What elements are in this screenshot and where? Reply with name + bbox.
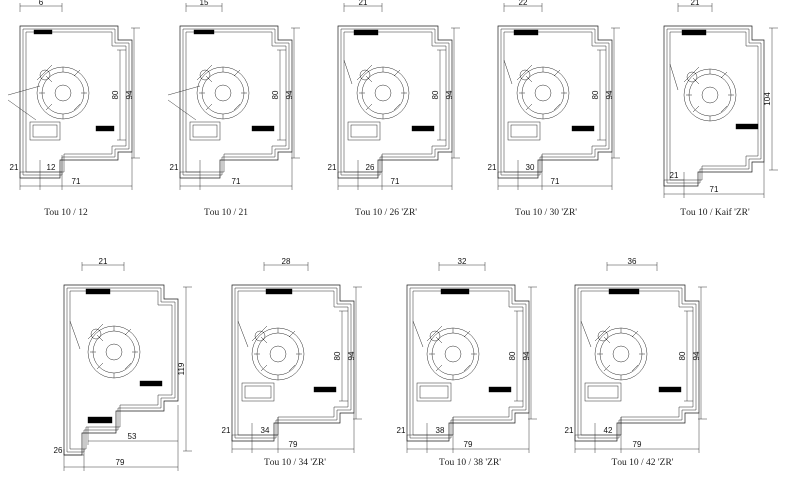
caption-figure-8: Tоu 10 / 38 'ZR' xyxy=(438,458,501,468)
dim-top-5: 21 xyxy=(690,0,700,7)
dim-top-3: 21 xyxy=(358,0,368,7)
dim-bottom-total-1: 71 xyxy=(71,177,81,186)
dim-bottom-total-4: 71 xyxy=(550,177,560,186)
dim-right-outer-3: 94 xyxy=(445,90,454,100)
profile-figure-7 xyxy=(210,255,380,465)
profile-figure-2 xyxy=(160,0,320,200)
dim-top-6: 21 xyxy=(98,257,108,266)
dim-right-outer-5: 104 xyxy=(763,92,772,106)
dim-bottom-left-3: 21 xyxy=(327,163,337,172)
dim-bottom-left-2: 21 xyxy=(169,163,179,172)
caption-figure-2: Tоu 10 / 21 xyxy=(203,208,249,218)
dim-bottom-mid-9: 42 xyxy=(603,426,613,435)
caption-figure-5: Tоu 10 / Kaif 'ZR' xyxy=(680,208,750,218)
dim-right-inner-8: 80 xyxy=(508,351,517,361)
profile-figure-9 xyxy=(555,255,730,465)
dim-bottom-total-3: 71 xyxy=(390,177,400,186)
dim-bottom-left-8: 21 xyxy=(396,426,406,435)
dim-top-7: 28 xyxy=(281,257,291,266)
dim-bottom-total-7: 79 xyxy=(288,440,298,449)
dim-top-1: 6 xyxy=(38,0,44,7)
dim-top-2: 15 xyxy=(199,0,209,7)
dim-right-outer-6: 119 xyxy=(177,362,186,376)
dim-bottom-left-5: 21 xyxy=(669,171,679,180)
profile-figure-4 xyxy=(480,0,640,200)
caption-figure-1: Tou 10 / 12 xyxy=(44,208,88,218)
dim-right-outer-8: 94 xyxy=(522,351,531,361)
dim-bottom-total-2: 71 xyxy=(231,177,241,186)
profile-figure-6 xyxy=(20,255,200,485)
dim-bottom-total-9: 79 xyxy=(632,440,642,449)
dim-right-outer-2: 94 xyxy=(285,90,294,100)
dim-right-outer-7: 94 xyxy=(347,351,356,361)
dim-bottom-left-9: 21 xyxy=(564,426,574,435)
dim-bottom-mid-7: 34 xyxy=(260,426,270,435)
dim-bottom-mid-6: 53 xyxy=(127,432,137,441)
dim-right-inner-4: 80 xyxy=(591,90,600,100)
dim-bottom-mid-3: 26 xyxy=(365,163,375,172)
dim-bottom-mid-1: 12 xyxy=(46,163,56,172)
dim-right-inner-7: 80 xyxy=(333,351,342,361)
dim-right-inner-3: 80 xyxy=(431,90,440,100)
dim-right-outer-1: 94 xyxy=(125,90,134,100)
caption-figure-9: Tоu 10 / 42 'ZR' xyxy=(611,458,674,468)
profile-figure-3 xyxy=(320,0,480,200)
dim-right-inner-9: 80 xyxy=(678,351,687,361)
dim-top-8: 32 xyxy=(457,257,467,266)
dim-right-outer-9: 94 xyxy=(692,351,701,361)
dim-bottom-total-5: 71 xyxy=(709,185,719,194)
dim-bottom-left-6: 26 xyxy=(53,446,63,455)
profile-figure-1 xyxy=(0,0,160,200)
dim-bottom-left-7: 21 xyxy=(221,426,231,435)
profile-figure-5 xyxy=(640,0,800,210)
dim-right-inner-1: 80 xyxy=(111,90,120,100)
dim-bottom-mid-4: 30 xyxy=(525,163,535,172)
dim-bottom-total-6: 79 xyxy=(115,458,125,467)
dim-top-4: 22 xyxy=(518,0,528,7)
dim-bottom-total-8: 79 xyxy=(463,440,473,449)
caption-figure-4: Tоu 10 / 30 'ZR' xyxy=(514,208,577,218)
dim-bottom-left-1: 21 xyxy=(9,163,19,172)
dim-right-outer-4: 94 xyxy=(605,90,614,100)
dim-bottom-mid-8: 38 xyxy=(435,426,445,435)
dim-top-9: 36 xyxy=(627,257,637,266)
profile-figure-8 xyxy=(385,255,555,465)
dim-bottom-left-4: 21 xyxy=(487,163,497,172)
caption-figure-3: Tоu 10 / 26 'ZR' xyxy=(354,208,417,218)
dim-right-inner-2: 80 xyxy=(271,90,280,100)
caption-figure-7: Tоu 10 / 34 'ZR' xyxy=(263,458,326,468)
